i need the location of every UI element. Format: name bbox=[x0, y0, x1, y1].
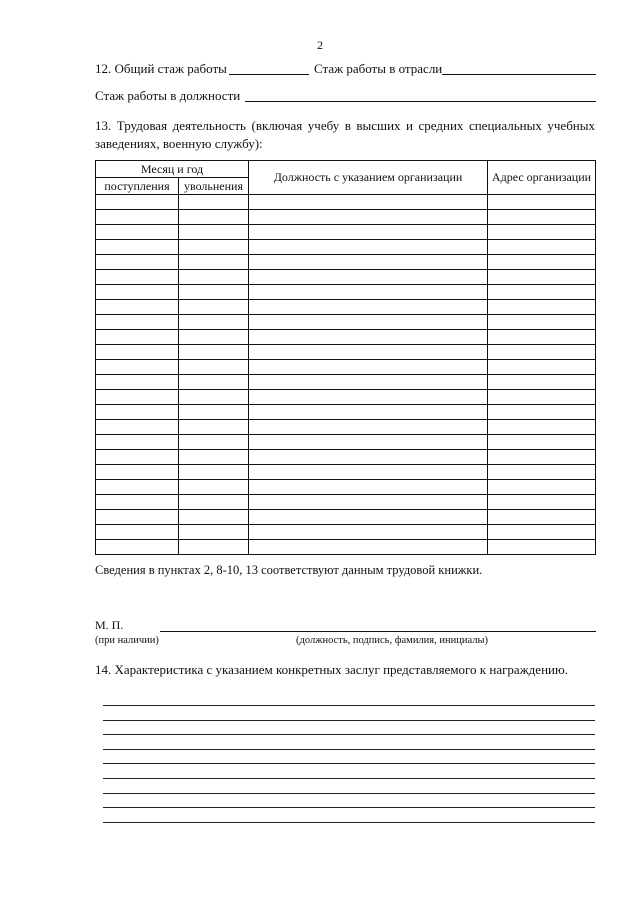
characteristic-line[interactable] bbox=[103, 705, 595, 706]
start-header: поступления bbox=[96, 178, 179, 195]
end-cell[interactable] bbox=[179, 390, 249, 405]
position-cell[interactable] bbox=[249, 285, 488, 300]
address-cell[interactable] bbox=[488, 255, 596, 270]
start-cell[interactable] bbox=[96, 330, 179, 345]
address-cell[interactable] bbox=[488, 435, 596, 450]
table-row bbox=[96, 225, 596, 240]
table-row bbox=[96, 345, 596, 360]
characteristic-line[interactable] bbox=[103, 822, 595, 823]
address-cell[interactable] bbox=[488, 375, 596, 390]
start-cell[interactable] bbox=[96, 270, 179, 285]
total-experience-field[interactable] bbox=[229, 74, 309, 75]
end-cell[interactable] bbox=[179, 540, 249, 555]
characteristic-line[interactable] bbox=[103, 720, 595, 721]
address-cell[interactable] bbox=[488, 345, 596, 360]
table-row bbox=[96, 300, 596, 315]
end-cell[interactable] bbox=[179, 465, 249, 480]
position-cell[interactable] bbox=[249, 300, 488, 315]
table-row bbox=[96, 270, 596, 285]
start-cell[interactable] bbox=[96, 225, 179, 240]
position-cell[interactable] bbox=[249, 435, 488, 450]
position-cell[interactable] bbox=[249, 315, 488, 330]
end-cell[interactable] bbox=[179, 330, 249, 345]
table-row bbox=[96, 315, 596, 330]
start-cell[interactable] bbox=[96, 315, 179, 330]
position-cell[interactable] bbox=[249, 525, 488, 540]
characteristic-line[interactable] bbox=[103, 734, 595, 735]
end-cell[interactable] bbox=[179, 270, 249, 285]
table-row bbox=[96, 510, 596, 525]
position-cell[interactable] bbox=[249, 195, 488, 210]
address-header: Адрес организации bbox=[488, 161, 596, 195]
end-cell[interactable] bbox=[179, 360, 249, 375]
address-cell[interactable] bbox=[488, 270, 596, 285]
end-cell[interactable] bbox=[179, 405, 249, 420]
end-cell[interactable] bbox=[179, 510, 249, 525]
start-cell[interactable] bbox=[96, 405, 179, 420]
start-cell[interactable] bbox=[96, 390, 179, 405]
address-cell[interactable] bbox=[488, 405, 596, 420]
position-cell[interactable] bbox=[249, 405, 488, 420]
start-cell[interactable] bbox=[96, 195, 179, 210]
characteristic-line[interactable] bbox=[103, 763, 595, 764]
address-cell[interactable] bbox=[488, 480, 596, 495]
address-cell[interactable] bbox=[488, 525, 596, 540]
table-row bbox=[96, 360, 596, 375]
table-row bbox=[96, 210, 596, 225]
table-row bbox=[96, 465, 596, 480]
end-cell[interactable] bbox=[179, 345, 249, 360]
table-row bbox=[96, 540, 596, 555]
position-cell[interactable] bbox=[249, 450, 488, 465]
signature-caption: (должность, подпись, фамилия, инициалы) bbox=[296, 635, 489, 646]
table-row bbox=[96, 480, 596, 495]
position-experience-label: Стаж работы в должности bbox=[95, 88, 241, 103]
end-cell[interactable] bbox=[179, 435, 249, 450]
start-cell[interactable] bbox=[96, 525, 179, 540]
table-row bbox=[96, 255, 596, 270]
start-cell[interactable] bbox=[96, 255, 179, 270]
start-cell[interactable] bbox=[96, 450, 179, 465]
position-cell[interactable] bbox=[249, 360, 488, 375]
table-row bbox=[96, 405, 596, 420]
position-cell[interactable] bbox=[249, 270, 488, 285]
position-cell[interactable] bbox=[249, 495, 488, 510]
end-cell[interactable] bbox=[179, 195, 249, 210]
end-header: увольнения bbox=[179, 178, 249, 195]
position-cell[interactable] bbox=[249, 420, 488, 435]
table-row bbox=[96, 450, 596, 465]
start-cell[interactable] bbox=[96, 420, 179, 435]
characteristic-line[interactable] bbox=[103, 778, 595, 779]
work-activity-heading: 13. Трудовая деятельность (включая учебу в высших и средних специальных учебных заведениях, военную службу): bbox=[95, 118, 595, 151]
address-cell[interactable] bbox=[488, 330, 596, 345]
position-cell[interactable] bbox=[249, 210, 488, 225]
characteristic-line[interactable] bbox=[103, 749, 595, 750]
start-cell[interactable] bbox=[96, 210, 179, 225]
branch-experience-label: Стаж работы в отрасли bbox=[314, 61, 443, 76]
characteristic-line[interactable] bbox=[103, 793, 595, 794]
page-number: 2 bbox=[317, 38, 323, 52]
total-experience-label: 12. Общий стаж работы bbox=[95, 61, 227, 76]
position-header: Должность с указанием организации bbox=[249, 161, 488, 195]
end-cell[interactable] bbox=[179, 450, 249, 465]
position-cell[interactable] bbox=[249, 375, 488, 390]
address-cell[interactable] bbox=[488, 450, 596, 465]
signature-field[interactable] bbox=[160, 631, 596, 632]
start-cell[interactable] bbox=[96, 495, 179, 510]
start-cell[interactable] bbox=[96, 360, 179, 375]
position-cell[interactable] bbox=[249, 345, 488, 360]
end-cell[interactable] bbox=[179, 480, 249, 495]
address-cell[interactable] bbox=[488, 495, 596, 510]
address-cell[interactable] bbox=[488, 540, 596, 555]
table-row bbox=[96, 240, 596, 255]
position-cell[interactable] bbox=[249, 240, 488, 255]
start-cell[interactable] bbox=[96, 240, 179, 255]
address-cell[interactable] bbox=[488, 420, 596, 435]
position-cell[interactable] bbox=[249, 480, 488, 495]
table-row bbox=[96, 420, 596, 435]
address-cell[interactable] bbox=[488, 225, 596, 240]
address-cell[interactable] bbox=[488, 315, 596, 330]
end-cell[interactable] bbox=[179, 225, 249, 240]
confirmation-text: Сведения в пунктах 2, 8-10, 13 соответствуют данным трудовой книжки. bbox=[95, 563, 483, 577]
address-cell[interactable] bbox=[488, 285, 596, 300]
position-cell[interactable] bbox=[249, 510, 488, 525]
characteristic-heading: 14. Характеристика с указанием конкретных заслуг представляемого к награждению. bbox=[95, 662, 568, 677]
start-cell[interactable] bbox=[96, 300, 179, 315]
table-row bbox=[96, 285, 596, 300]
start-cell[interactable] bbox=[96, 540, 179, 555]
address-cell[interactable] bbox=[488, 195, 596, 210]
position-cell[interactable] bbox=[249, 225, 488, 240]
branch-experience-field[interactable] bbox=[442, 74, 596, 75]
if-available-note: (при наличии) bbox=[95, 635, 159, 646]
address-cell[interactable] bbox=[488, 360, 596, 375]
start-cell[interactable] bbox=[96, 465, 179, 480]
table-row bbox=[96, 525, 596, 540]
start-cell[interactable] bbox=[96, 375, 179, 390]
end-cell[interactable] bbox=[179, 285, 249, 300]
end-cell[interactable] bbox=[179, 255, 249, 270]
table-row bbox=[96, 435, 596, 450]
table-row bbox=[96, 390, 596, 405]
start-cell[interactable] bbox=[96, 285, 179, 300]
start-cell[interactable] bbox=[96, 510, 179, 525]
end-cell[interactable] bbox=[179, 315, 249, 330]
position-cell[interactable] bbox=[249, 255, 488, 270]
address-cell[interactable] bbox=[488, 300, 596, 315]
stamp-label: М. П. bbox=[95, 618, 124, 632]
position-cell[interactable] bbox=[249, 540, 488, 555]
end-cell[interactable] bbox=[179, 525, 249, 540]
table-row bbox=[96, 495, 596, 510]
end-cell[interactable] bbox=[179, 420, 249, 435]
end-cell[interactable] bbox=[179, 495, 249, 510]
position-cell[interactable] bbox=[249, 465, 488, 480]
position-cell[interactable] bbox=[249, 390, 488, 405]
address-cell[interactable] bbox=[488, 210, 596, 225]
work-history-table bbox=[95, 160, 596, 555]
position-cell[interactable] bbox=[249, 330, 488, 345]
address-cell[interactable] bbox=[488, 465, 596, 480]
table-row bbox=[96, 330, 596, 345]
end-cell[interactable] bbox=[179, 300, 249, 315]
start-cell[interactable] bbox=[96, 345, 179, 360]
characteristic-line[interactable] bbox=[103, 807, 595, 808]
start-cell[interactable] bbox=[96, 480, 179, 495]
start-cell[interactable] bbox=[96, 435, 179, 450]
month-year-header: Месяц и год bbox=[96, 161, 249, 178]
end-cell[interactable] bbox=[179, 240, 249, 255]
table-row bbox=[96, 195, 596, 210]
position-experience-field[interactable] bbox=[245, 101, 596, 102]
end-cell[interactable] bbox=[179, 210, 249, 225]
address-cell[interactable] bbox=[488, 390, 596, 405]
table-row bbox=[96, 375, 596, 390]
address-cell[interactable] bbox=[488, 240, 596, 255]
end-cell[interactable] bbox=[179, 375, 249, 390]
address-cell[interactable] bbox=[488, 510, 596, 525]
